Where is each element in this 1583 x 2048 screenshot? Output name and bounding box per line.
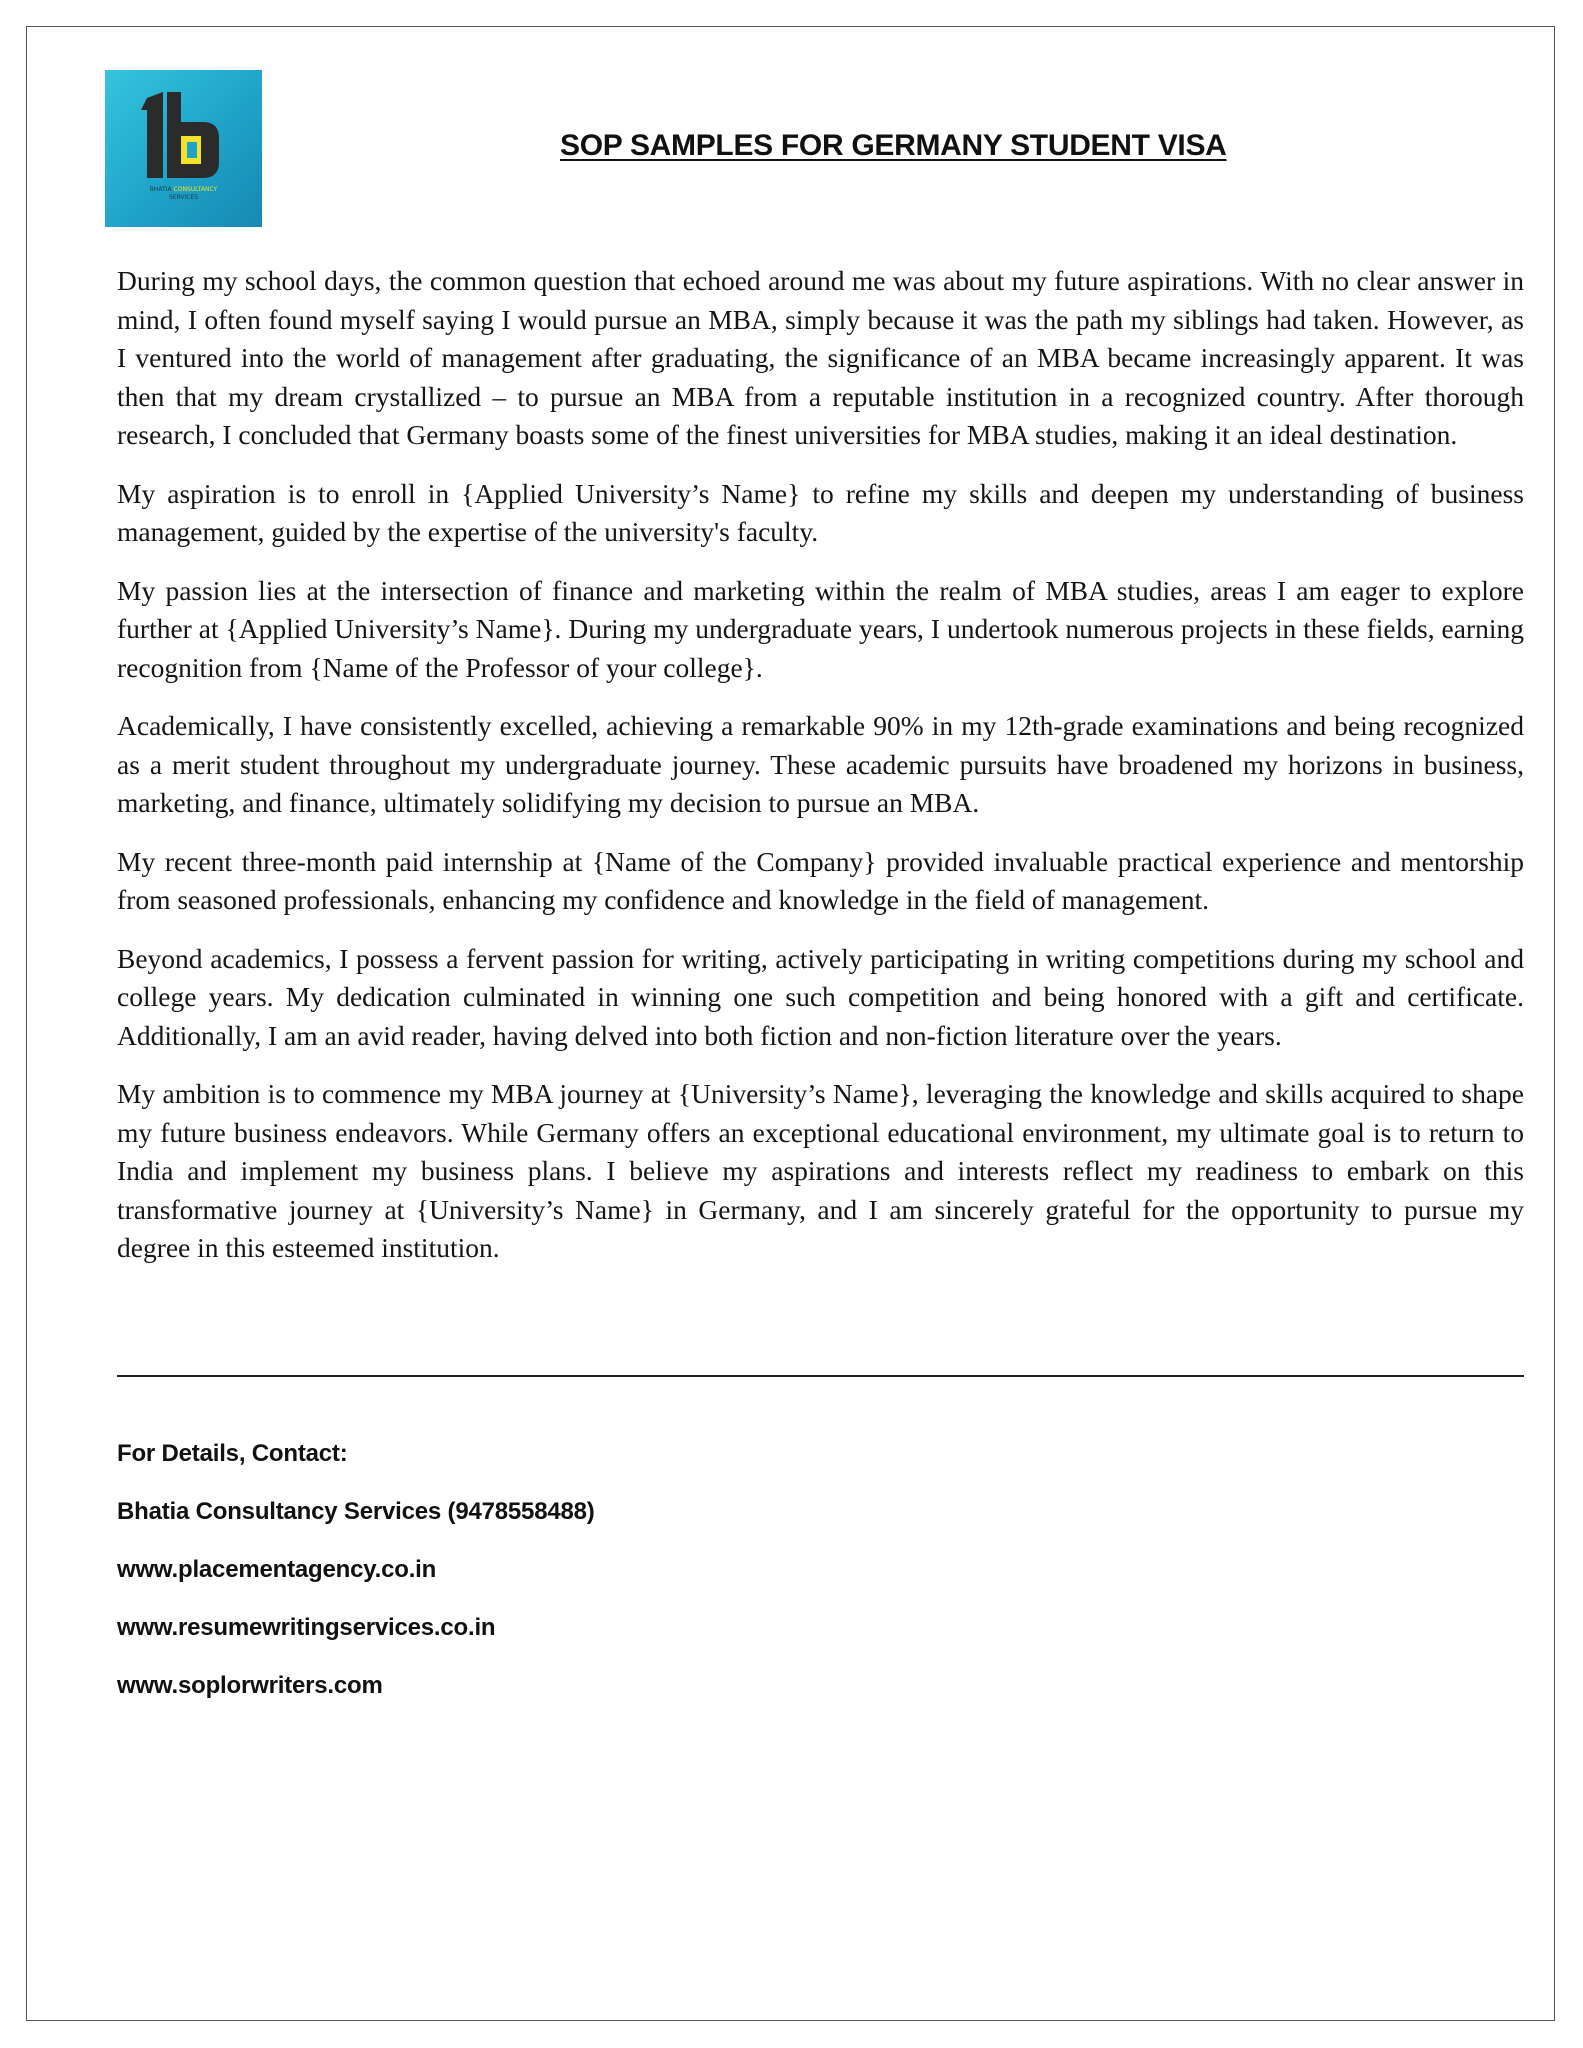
logo-word-bhatia: BHATIA [149,186,172,193]
paragraph-5: My recent three-month paid internship at {Name of the Company} provided invaluable practical experience and mentorship from seasoned professionals, enhancing my confidence and knowledge in the field of management. [117,845,1524,915]
contact-link-placementagency[interactable]: www.placementagency.co.in [117,1556,437,1583]
page-title: SOP SAMPLES FOR GERMANY STUDENT VISA [560,129,1227,162]
logo-mark-icon [105,70,262,227]
paragraph-1: During my school days, the common question that echoed around me was about my future aspirations. With no clear answer in mind, I often found myself saying I would pursue an MBA, simply because it was the path my siblings had taken. However, as I ventured into the world of management after graduating, the significance of an MBA became increasingly apparent. It was then that my dream crystallized – to pursue an MBA from a reputable institution in a recognized country. After thorough research, I concluded that Germany boasts some of the finest universities for MBA studies, making it an ideal destination. [117,265,1524,450]
contact-link-soplorwriters[interactable]: www.soplorwriters.com [117,1672,383,1699]
logo-services-line [105,194,262,201]
contact-link-resumewritingservices[interactable]: www.resumewritingservices.co.in [117,1614,496,1641]
logo-brand-line [105,186,262,193]
paragraph-3: My passion lies at the intersection of finance and marketing within the realm of MBA studies, areas I am eager to explore further at {Applied University’s Name}. During my undergraduate years, I undertook numerous projects in these fields, earning recognition from {Name of the Professor of your college}. [117,574,1524,683]
sop-body [117,262,1524,1268]
paragraph-4: Academically, I have consistently excelled, achieving a remarkable 90% in my 12th-grade examinations and being recognized as a merit student throughout my undergraduate journey. These academic pursuits have broadened my horizons in business, marketing, and finance, ultimately solidifying my decision to pursue an MBA. [117,710,1524,818]
contact-heading: For Details, Contact: [117,1440,348,1467]
company-logo [105,70,262,227]
contact-block [117,1439,595,1729]
section-divider [117,1375,1524,1377]
logo-word-consultancy: CONSULTANCY [173,186,218,193]
contact-company: Bhatia Consultancy Services (9478558488) [117,1498,595,1525]
logo-word-services: SERVICES [168,194,199,201]
paragraph-6: Beyond academics, I possess a fervent passion for writing, actively participating in writing competitions during my school and college years. My dedication culminated in winning one such competition and being honored with a gift and certificate. Additionally, I am an avid reader, having delved into both fiction and non-fiction literature over the years. [117,942,1524,1051]
paragraph-2: My aspiration is to enroll in {Applied University’s Name} to refine my skills and deepen my understanding of business management, guided by the expertise of the university's faculty. [117,477,1524,547]
paragraph-7: My ambition is to commence my MBA journey at {University’s Name}, leveraging the knowledge and skills acquired to shape my future business endeavors. While Germany offers an exceptional educational environment, my ultimate goal is to return to India and implement my business plans. I believe my aspirations and interests reflect my readiness to embark on this transformative journey at {University’s Name} in Germany, and I am sincerely grateful for the opportunity to pursue my degree in this esteemed institution. [117,1078,1524,1263]
